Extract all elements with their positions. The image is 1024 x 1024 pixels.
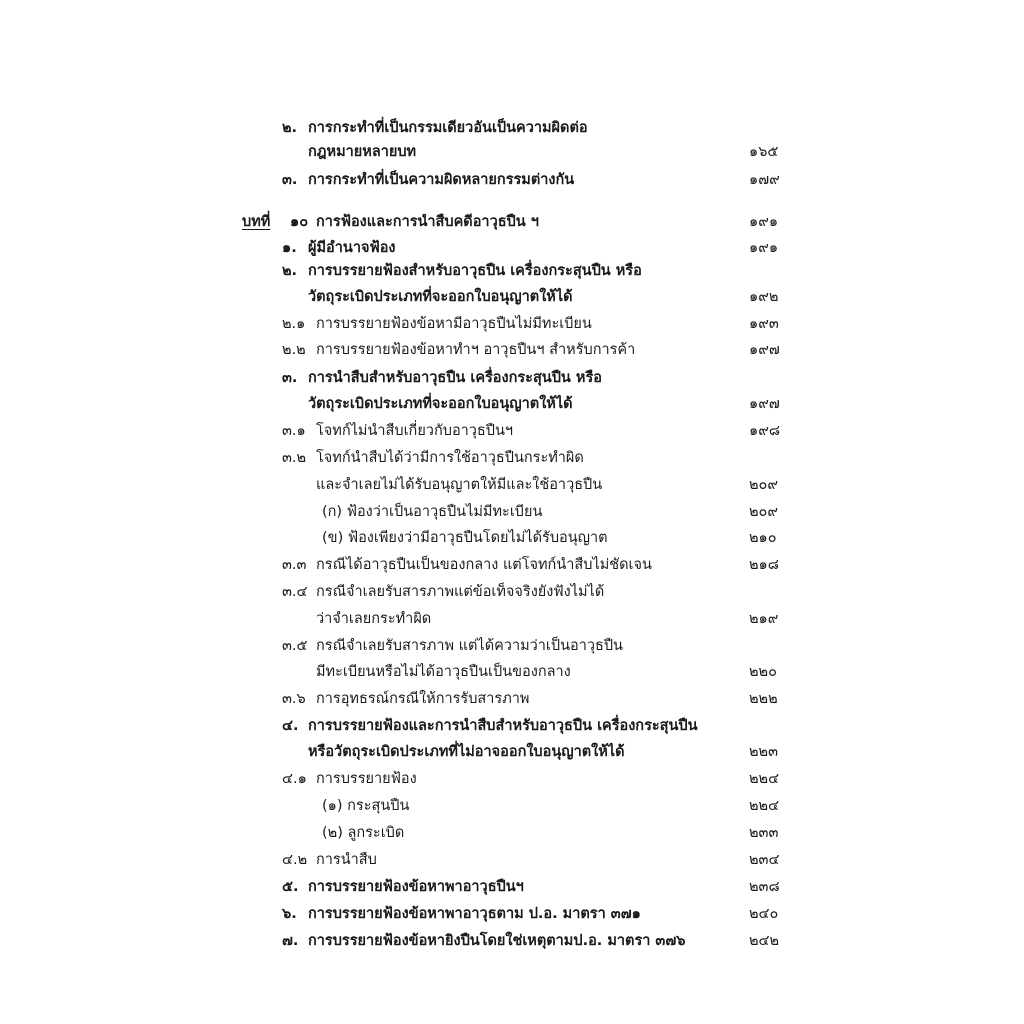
toc-entry-page: ๑๙๘ <box>749 423 781 439</box>
toc-entry-text: การกระทำที่เป็นกรรมเดียวอันเป็นความผิดต่อ <box>308 120 588 136</box>
toc-entry-text: การนำสืบ <box>316 852 377 868</box>
toc-entry-text: (๑) กระสุนปืน <box>322 798 410 814</box>
toc-entry <box>0 499 1024 526</box>
toc-entry-page: ๒๑๘ <box>749 557 779 573</box>
toc-entry-page: ๑๙๗ <box>749 342 780 358</box>
toc-entry-number: ๑. <box>282 240 297 256</box>
toc-entry <box>0 552 1024 579</box>
toc-entry-number: ๖. <box>282 906 297 922</box>
toc-entry-text: (๒) ลูกระเบิด <box>322 825 405 841</box>
chapter-title: การฟ้องและการนำสืบคดีอาวุธปืน ฯ <box>316 214 539 230</box>
toc-entry-text: กรณีจำเลยรับสารภาพ แต่ได้ความว่าเป็นอาวุธปืน <box>316 638 623 654</box>
toc-entry <box>0 606 1024 633</box>
toc-entry-number: ๓.๑ <box>282 423 306 439</box>
toc-entry-page: ๒๓๘ <box>749 879 780 895</box>
toc-entry-page: ๒๒๔ <box>749 771 780 787</box>
chapter-page: ๑๙๑ <box>749 214 779 230</box>
toc-entry <box>0 472 1024 499</box>
toc-entry-number: ๓.๒ <box>282 450 307 466</box>
toc-entry-page: ๒๑๐ <box>749 530 777 546</box>
toc-entry <box>0 115 1024 142</box>
toc-entry-text: ว่าจำเลยกระทำผิด <box>316 611 432 627</box>
toc-entry-number: ๔. <box>282 718 299 734</box>
toc-entry-text: กฎหมายหลายบท <box>308 144 417 160</box>
toc-entry-text: วัตถุระเบิดประเภทที่จะออกใบอนุญาตให้ได้ <box>308 289 573 305</box>
toc-entry-page: ๒๒๐ <box>749 664 777 680</box>
toc-entry-number: ๓.๔ <box>282 584 308 600</box>
toc-entry <box>0 337 1024 364</box>
toc-entry-page: ๒๓๓ <box>749 825 779 841</box>
toc-entry-text: การบรรยายฟ้องข้อหาพาอาวุธปืนฯ <box>308 879 524 895</box>
toc-entry-page: ๒๑๙ <box>749 611 779 627</box>
toc-entry-text: โจทก์นำสืบได้ว่ามีการใช้อาวุธปืนกระทำผิด <box>316 450 584 466</box>
toc-entry-number: ๒. <box>282 120 298 136</box>
toc-entry <box>0 633 1024 660</box>
toc-entry <box>0 686 1024 713</box>
chapter-heading <box>0 209 1024 236</box>
toc-entry <box>0 901 1024 928</box>
toc-entry-page: ๑๙๒ <box>749 289 779 305</box>
toc-entry <box>0 311 1024 338</box>
toc-entry <box>0 258 1024 285</box>
toc-entry-number: ๔.๑ <box>282 771 307 787</box>
toc-entry-text: กรณีจำเลยรับสารภาพแต่ข้อเท็จจริงยังฟังไม่ได้ <box>316 584 605 600</box>
toc-entry-text: มีทะเบียนหรือไม่ได้อาวุธปืนเป็นของกลาง <box>316 664 571 680</box>
toc-entry <box>0 713 1024 740</box>
toc-entry-page: ๒๒๔ <box>749 798 780 814</box>
toc-entry-number: ๓.๕ <box>282 638 308 654</box>
toc-entry-page: ๑๙๑ <box>749 240 779 256</box>
toc-entry <box>0 391 1024 418</box>
toc-entry <box>0 874 1024 901</box>
toc-entry-page: ๑๗๙ <box>749 172 780 188</box>
toc-entry-text: การอุทธรณ์กรณีให้การรับสารภาพ <box>316 691 530 707</box>
toc-entry-number: ๕. <box>282 879 299 895</box>
toc-entry-number: ๔.๒ <box>282 852 308 868</box>
toc-entry <box>0 579 1024 606</box>
toc-entry-number: ๗. <box>282 933 299 949</box>
toc-entry-text: (ข) ฟ้องเพียงว่ามีอาวุธปืนโดยไม่ได้รับอนุญาต <box>322 530 608 546</box>
toc-entry-page: ๒๒๓ <box>749 744 779 760</box>
toc-entry-text: การกระทำที่เป็นความผิดหลายกรรมต่างกัน <box>308 172 575 188</box>
chapter-label: บทที่ <box>242 214 271 230</box>
toc-entry <box>0 766 1024 793</box>
toc-entry-number: ๓.๖ <box>282 691 306 707</box>
toc-entry-page: ๑๙๗ <box>749 396 780 412</box>
toc-entry-page: ๒๔๐ <box>749 906 779 922</box>
toc-entry-text: การบรรยายฟ้องข้อหายิงปืนโดยใช่เหตุตามป.อ. มาตรา ๓๗๖ <box>308 933 686 949</box>
toc-entry-text: การนำสืบสำหรับอาวุธปืน เครื่องกระสุนปืน หรือ <box>308 370 602 386</box>
toc-entry <box>0 739 1024 766</box>
toc-entry-text: การบรรยายฟ้องข้อหาทำฯ อาวุธปืนฯ สำหรับการค้า <box>316 342 636 358</box>
toc-entry-page: ๑๙๓ <box>749 316 779 332</box>
toc-entry-page: ๒๐๙ <box>749 477 779 493</box>
toc-entry-text: วัตถุระเบิดประเภทที่จะออกใบอนุญาตให้ได้ <box>308 396 573 412</box>
toc-entry <box>0 365 1024 392</box>
toc-entry <box>0 445 1024 472</box>
toc-entry <box>0 793 1024 820</box>
toc-entry-text: และจำเลยไม่ได้รับอนุญาตให้มีและใช้อาวุธปืน <box>316 477 603 493</box>
toc-entry <box>0 525 1024 552</box>
toc-entry-text: หรือวัตถุระเบิดประเภทที่ไม่อาจออกใบอนุญาตให้ได้ <box>308 744 625 760</box>
toc-entry <box>0 167 1024 194</box>
toc-entry <box>0 928 1024 955</box>
toc-entry <box>0 659 1024 686</box>
toc-entry <box>0 139 1024 166</box>
chapter-number: ๑๐ <box>290 214 309 230</box>
toc-entry <box>0 284 1024 311</box>
toc-entry <box>0 418 1024 445</box>
toc-entry-text: การบรรยายฟ้องสำหรับอาวุธปืน เครื่องกระสุนปืน หรือ <box>308 263 642 279</box>
toc-entry-text: โจทก์ไม่นำสืบเกี่ยวกับอาวุธปืนฯ <box>316 423 514 439</box>
toc-entry <box>0 847 1024 874</box>
toc-entry-page: ๒๐๙ <box>749 504 779 520</box>
toc-entry-number: ๓.๓ <box>282 557 307 573</box>
toc-entry-number: ๒. <box>282 263 298 279</box>
toc-entry-page: ๒๒๒ <box>749 691 778 707</box>
toc-entry-text: กรณีได้อาวุธปืนเป็นของกลาง แต่โจทก์นำสืบไม่ชัดเจน <box>316 557 652 573</box>
toc-entry-number: ๒.๒ <box>282 342 306 358</box>
toc-entry <box>0 820 1024 847</box>
toc-entry-page: ๒๔๒ <box>749 933 780 949</box>
toc-entry-text: ผู้มีอำนาจฟ้อง <box>308 240 396 256</box>
toc-entry-number: ๓. <box>282 172 298 188</box>
toc-entry-text: การบรรยายฟ้องข้อหามีอาวุธปืนไม่มีทะเบียน <box>316 316 592 332</box>
toc-entry-page: ๑๖๕ <box>749 144 779 160</box>
toc-entry-page: ๒๓๔ <box>749 852 780 868</box>
toc-entry-number: ๓. <box>282 370 298 386</box>
toc-entry-text: การบรรยายฟ้อง <box>316 771 417 787</box>
toc-entry-text: (ก) ฟ้องว่าเป็นอาวุธปืนไม่มีทะเบียน <box>322 504 543 520</box>
toc-entry-number: ๒.๑ <box>282 316 306 332</box>
toc-entry-text: การบรรยายฟ้องและการนำสืบสำหรับอาวุธปืน เครื่องกระสุนปืน <box>308 718 698 734</box>
toc-entry-text: การบรรยายฟ้องข้อหาพาอาวุธตาม ป.อ. มาตรา ๓๗๑ <box>308 906 641 922</box>
